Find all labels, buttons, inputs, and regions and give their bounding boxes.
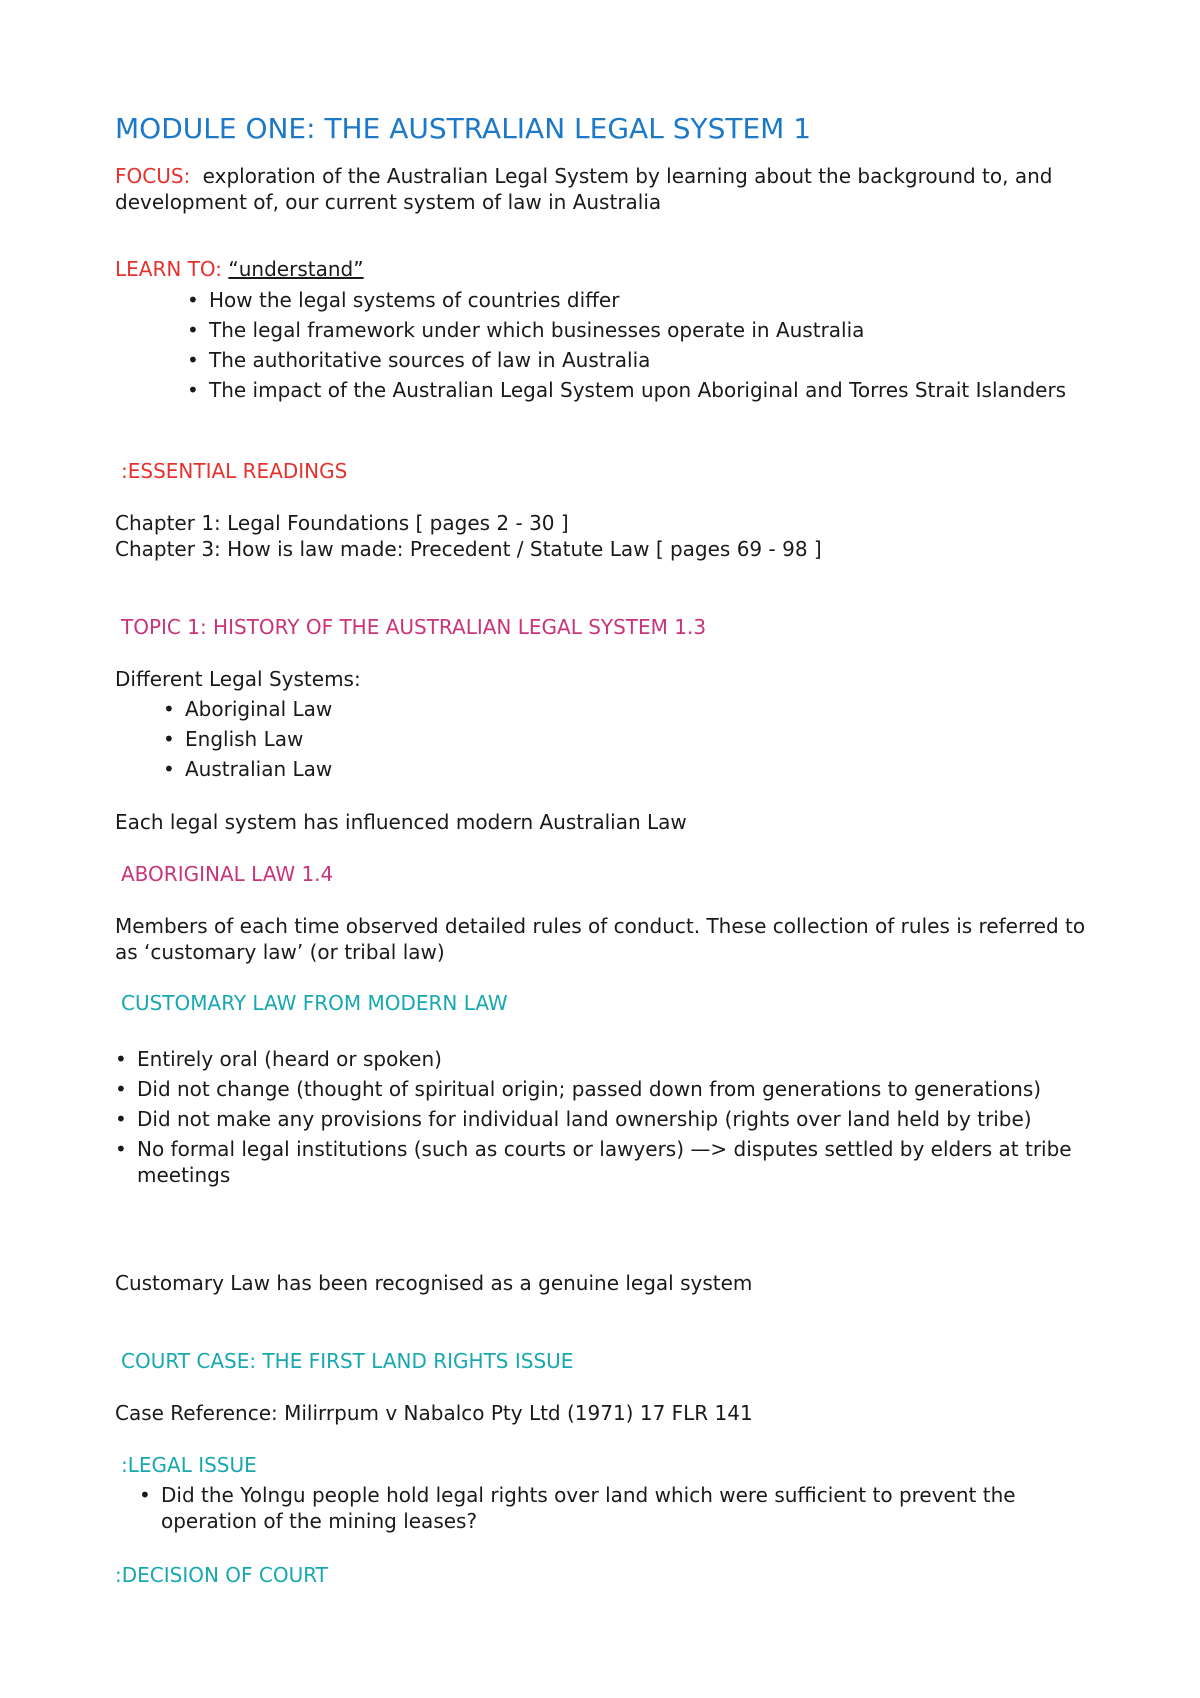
legal-issue-heading: :LEGAL ISSUE (121, 1453, 257, 1477)
aboriginal-law-text: Members of each time observed detailed rules of conduct. These collection of rules is referred to as ‘customary law’ (or tribal law) (115, 914, 1086, 964)
learn-to-list (187, 287, 1067, 407)
customary-law-heading: CUSTOMARY LAW FROM MODERN LAW (121, 991, 508, 1015)
page-title: MODULE ONE: THE AUSTRALIAN LEGAL SYSTEM 1 (115, 112, 812, 145)
case-reference: Case Reference: Milirrpum v Nabalco Pty Ltd (1971) 17 FLR 141 (115, 1401, 753, 1425)
reading-line: Chapter 1: Legal Foundations [ pages 2 - 30 ] (115, 511, 569, 535)
list-item: • Did the Yolngu people hold legal rights over land which were sufficient to prevent the operation of the mining leases? (139, 1482, 1094, 1534)
focus-paragraph (115, 163, 1100, 215)
focus-text: exploration of the Australian Legal System by learning about the background to, and development of, our current system of law in Australia (115, 164, 1053, 214)
court-case-heading: COURT CASE: THE FIRST LAND RIGHTS ISSUE (121, 1349, 574, 1373)
list-item: • English Law (163, 726, 763, 752)
legal-issue-list (139, 1482, 1094, 1538)
decision-heading: :DECISION OF COURT (115, 1563, 328, 1587)
aboriginal-law-heading: ABORIGINAL LAW 1.4 (121, 862, 334, 886)
list-item: • The impact of the Australian Legal System upon Aboriginal and Torres Strait Islanders (187, 377, 1067, 403)
list-item: • The authoritative sources of law in Australia (187, 347, 1067, 373)
list-item: • Did not make any provisions for individual land ownership (rights over land held by tribe) (115, 1106, 1090, 1132)
list-item: • No formal legal institutions (such as courts or lawyers) —> disputes settled by elders at tribe meetings (115, 1136, 1090, 1188)
learn-to-label: LEARN TO: (115, 257, 223, 281)
topic1-intro: Different Legal Systems: (115, 667, 361, 691)
list-item: • Did not change (thought of spiritual origin; passed down from generations to generations) (115, 1076, 1090, 1102)
learn-to-quote: “understand” (228, 257, 364, 281)
reading-line: Chapter 3: How is law made: Precedent / Statute Law [ pages 69 - 98 ] (115, 537, 822, 561)
list-item: • Australian Law (163, 756, 763, 782)
focus-label: FOCUS: (115, 164, 191, 188)
list-item: • The legal framework under which businesses operate in Australia (187, 317, 1067, 343)
customary-law-list (115, 1046, 1090, 1192)
topic1-heading: TOPIC 1: HISTORY OF THE AUSTRALIAN LEGAL SYSTEM 1.3 (121, 615, 707, 639)
list-item: • How the legal systems of countries differ (187, 287, 1067, 313)
topic1-summary: Each legal system has influenced modern Australian Law (115, 810, 687, 834)
essential-readings-heading: :ESSENTIAL READINGS (121, 459, 348, 483)
list-item: • Entirely oral (heard or spoken) (115, 1046, 1090, 1072)
list-item: • Aboriginal Law (163, 696, 763, 722)
customary-law-summary: Customary Law has been recognised as a genuine legal system (115, 1271, 753, 1295)
legal-systems-list (163, 696, 763, 786)
learn-to-line (115, 256, 364, 282)
